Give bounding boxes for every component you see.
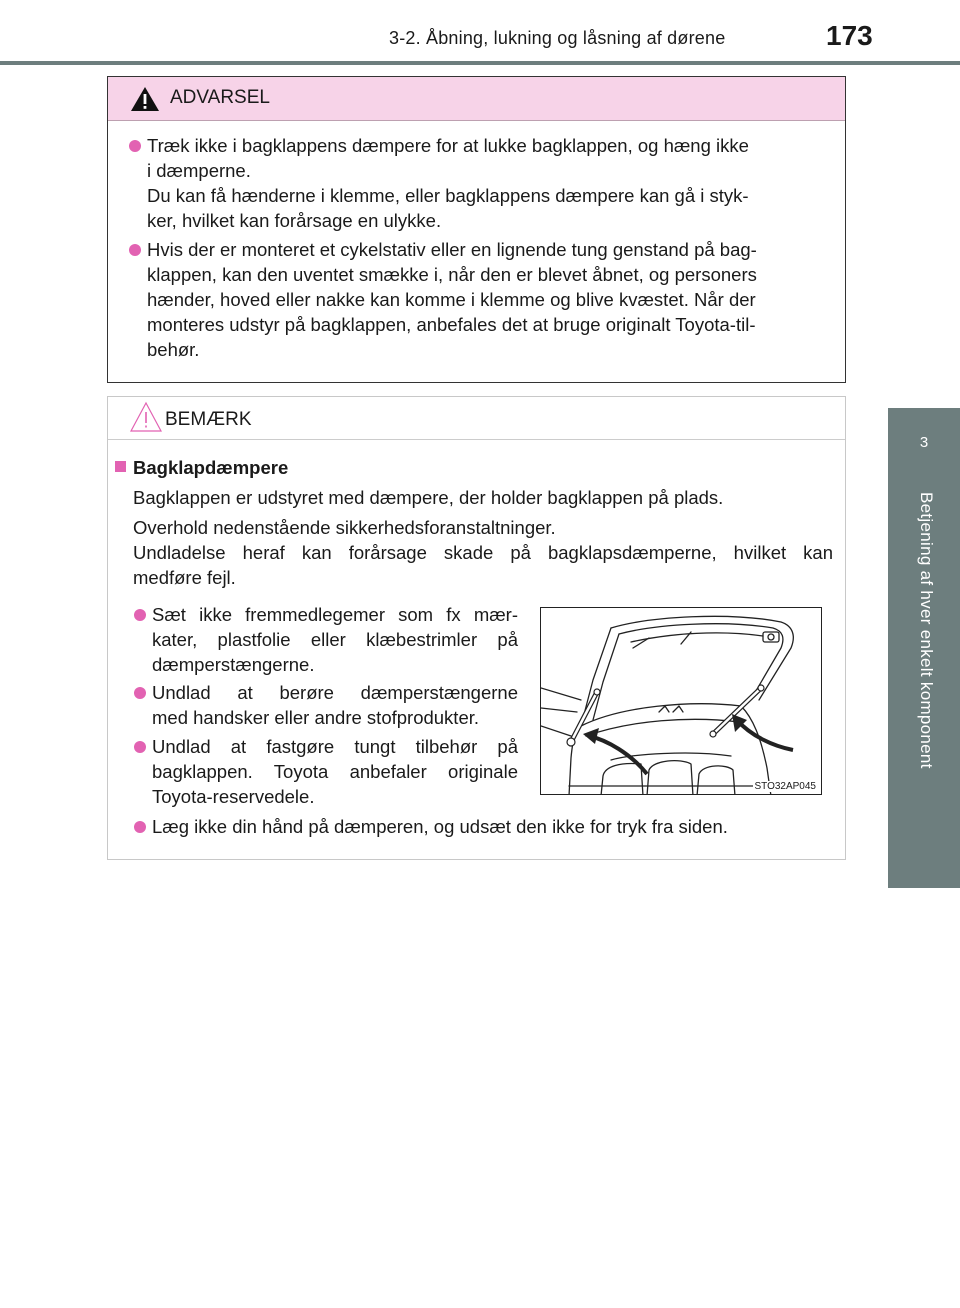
text-line: Du kan få hænderne i klemme, eller bagklappens dæmpere kan gå i styk- bbox=[147, 185, 749, 206]
section-marker-icon bbox=[115, 461, 126, 472]
notice-item-1 bbox=[152, 602, 518, 677]
text-line: Hvis der er monteret et cykelstativ eller en lignende tung genstand på bag- bbox=[147, 239, 757, 260]
bullet-icon bbox=[129, 244, 141, 256]
notice-item-2 bbox=[152, 680, 518, 730]
bullet-icon bbox=[134, 609, 146, 621]
text-line: Undladelse heraf kan forårsage skade på bagklapsdæmperne, hvilket kan bbox=[133, 542, 833, 563]
tailgate-drawing bbox=[541, 608, 822, 795]
notice-intro: Bagklappen er udstyret med dæmpere, der holder bagklappen på plads. bbox=[133, 487, 724, 508]
text-line: hænder, hoved eller nakke kan komme i klemme og blive kvæstet. Når der bbox=[147, 289, 756, 310]
text-line: Læg ikke din hånd på dæmperen, og udsæt den ikke for tryk fra siden. bbox=[152, 816, 728, 837]
bullet-icon bbox=[129, 140, 141, 152]
text-line: medføre fejl. bbox=[133, 567, 236, 588]
text-line: klappen, kan den uventet smække i, når den er blevet åbnet, og personers bbox=[147, 264, 757, 285]
bullet-icon bbox=[134, 821, 146, 833]
notice-section-heading: Bagklapdæmpere bbox=[133, 457, 289, 478]
notice-item-4 bbox=[152, 814, 842, 839]
caution-triangle-icon bbox=[130, 401, 162, 433]
text-line: Toyota-reservedele. bbox=[152, 786, 315, 807]
bullet-icon bbox=[134, 687, 146, 699]
notice-title: BEMÆRK bbox=[165, 409, 252, 430]
text-line: Undlad at berøre dæmperstængerne bbox=[152, 682, 518, 703]
figure-code: STO32AP045 bbox=[754, 781, 816, 792]
chapter-number: 3 bbox=[919, 434, 929, 451]
text-line: bagklappen. Toyota anbefaler originale bbox=[152, 761, 518, 782]
text-line: Undlad at fastgøre tungt tilbehør på bbox=[152, 736, 518, 757]
text-line: Overhold nedenstående sikkerhedsforanstaltninger. bbox=[133, 517, 556, 538]
tailgate-damper-illustration bbox=[540, 607, 822, 795]
text-line: med handsker eller andre stofprodukter. bbox=[152, 707, 480, 728]
chapter-tab[interactable] bbox=[888, 408, 960, 888]
warning-title: ADVARSEL bbox=[170, 87, 270, 108]
text-line: ker, hvilket kan forårsage en ulykke. bbox=[147, 210, 442, 231]
text-line: Sæt ikke fremmedlegemer som fx mær- bbox=[152, 604, 518, 625]
section-title: 3-2. Åbning, lukning og låsning af dørene bbox=[389, 28, 726, 48]
text-line: kater, plastfolie eller klæbestrimler på bbox=[152, 629, 518, 650]
notice-precautions bbox=[133, 515, 833, 590]
warning-triangle-icon bbox=[130, 86, 160, 112]
chapter-title: Betjening af hver enkelt komponent bbox=[917, 492, 936, 769]
warning-header bbox=[108, 77, 845, 121]
bullet-icon bbox=[134, 741, 146, 753]
warning-item-2 bbox=[147, 237, 839, 362]
text-line: monteres udstyr på bagklappen, anbefales det at bruge originalt Toyota-til- bbox=[147, 314, 756, 335]
text-line: dæmperstængerne. bbox=[152, 654, 315, 675]
text-line: behør. bbox=[147, 339, 200, 360]
notice-header bbox=[108, 397, 845, 440]
warning-item-1 bbox=[147, 133, 839, 233]
header-divider bbox=[0, 61, 960, 65]
notice-item-3 bbox=[152, 734, 518, 809]
text-line: i dæmperne. bbox=[147, 160, 251, 181]
text-line: Træk ikke i bagklappens dæmpere for at lukke bagklappen, og hæng ikke bbox=[147, 135, 749, 156]
page-number: 173 bbox=[826, 20, 873, 51]
